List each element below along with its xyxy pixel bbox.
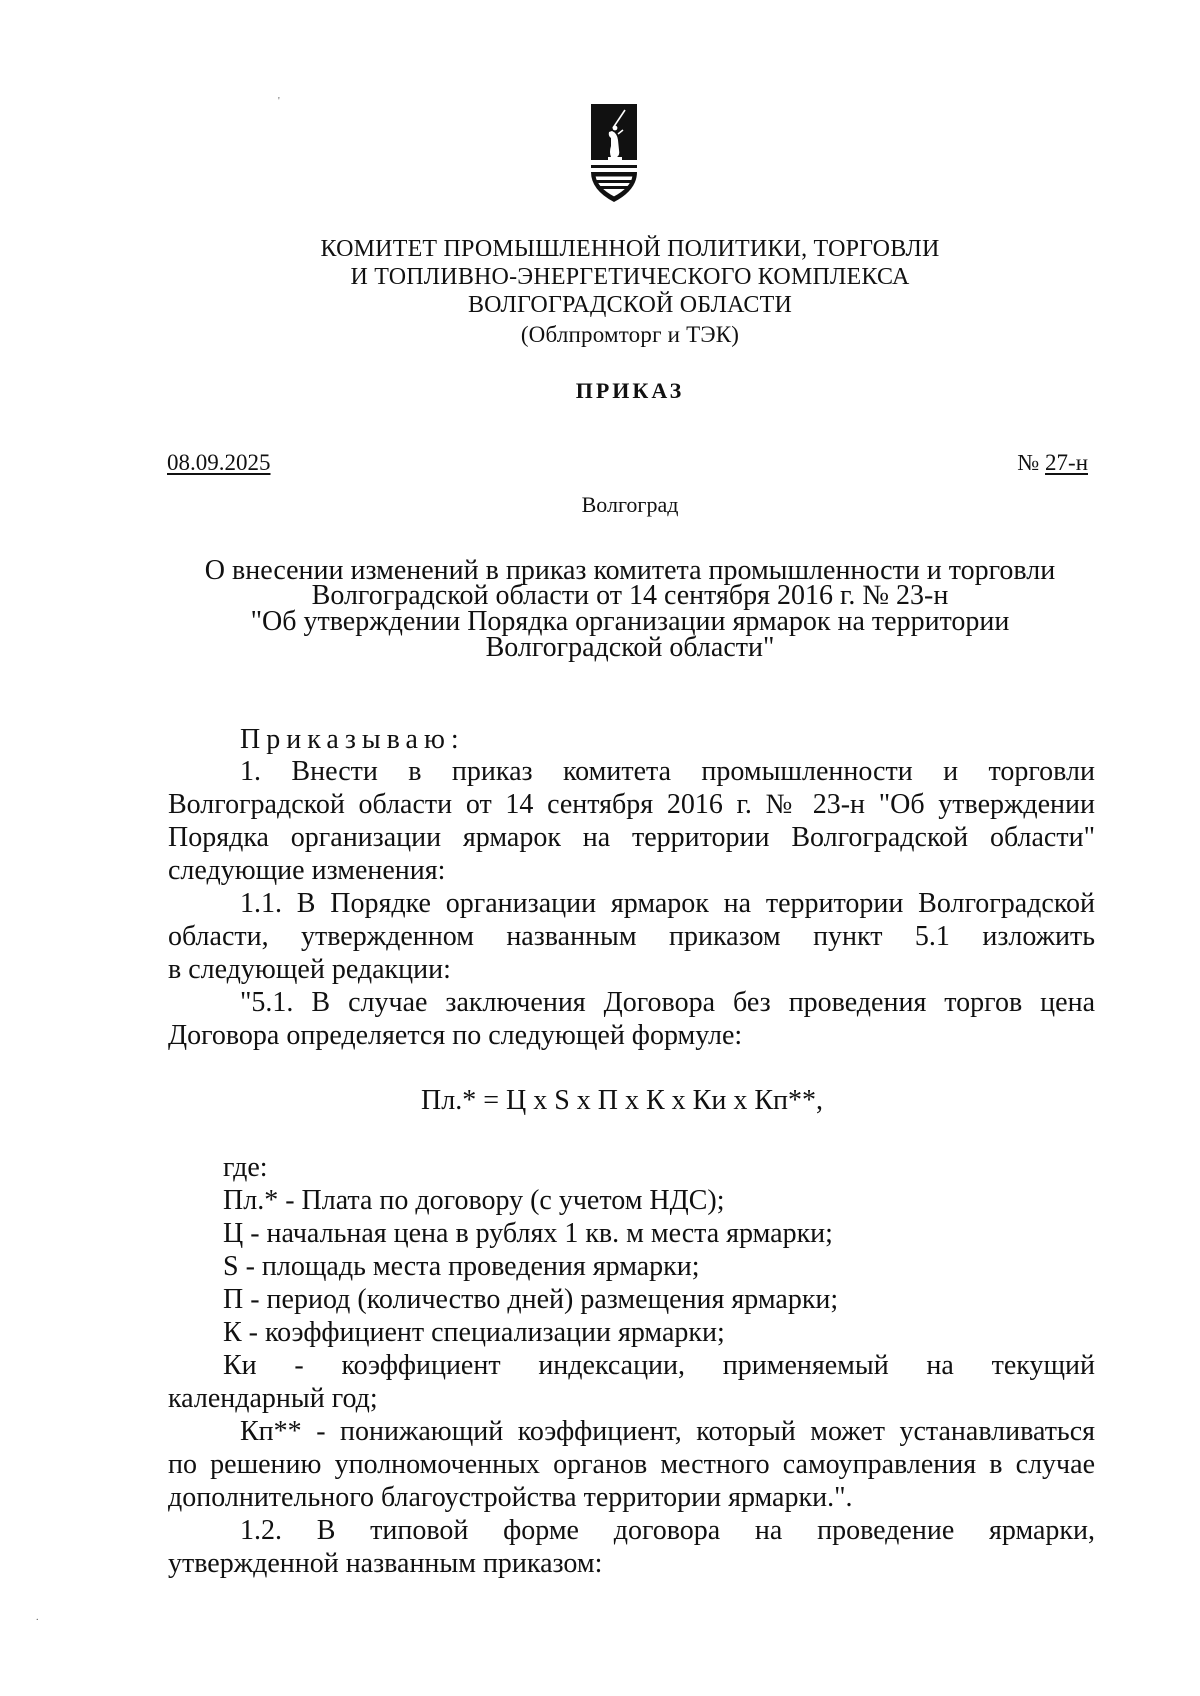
where-label: где: [223,1152,268,1183]
document-body [168,0,1095,1696]
paragraph-1-1-line-1: 1.1. В Порядке организации ярмарок на территории Волгоградской [240,888,1095,919]
title-line-3: "Об утверждении Порядка организации ярмарок на территории [250,606,1010,637]
definition-ki-line-2: календарный год; [168,1383,378,1414]
definition-c: Ц - начальная цена в рублях 1 кв. м места ярмарки; [223,1218,833,1249]
order-date: 08.09.2025 [167,450,271,475]
paragraph-5-1-line-2: Договора определяется по следующей формуле: [168,1020,743,1051]
paragraph-1-1-line-3: в следующей редакции: [168,954,451,985]
order-number-value: 27-н [1045,450,1088,475]
price-formula: Пл.* = Ц х S х П х К х Ки х Кп**, [421,1085,823,1116]
org-name-line-1: КОМИТЕТ ПРОМЫШЛЕННОЙ ПОЛИТИКИ, ТОРГОВЛИ [320,236,940,262]
paragraph-1-line-3: Порядка организации ярмарок на территории Волгоградской области" [168,822,1095,853]
definition-pl: Пл.* - Плата по договору (с учетом НДС); [223,1185,725,1216]
paragraph-1-line-2: Волгоградской области от 14 сентября 2016 г. № 23-н "Об утверждении [168,789,1095,820]
scan-speck: . [36,1612,39,1623]
org-short-name: (Облпромторг и ТЭК) [520,322,740,347]
title-line-2: Волгоградской области от 14 сентября 2016 г. № 23-н [311,580,949,611]
paragraph-1-line-4: следующие изменения: [168,855,446,886]
paragraph-1-2-line-2: утвержденной названным приказом: [168,1548,603,1579]
order-number-prefix: № [1017,450,1046,475]
title-line-4: Волгоградской области" [485,632,775,663]
paragraph-1-2-line-1: 1.2. В типовой форме договора на проведение ярмарки, [240,1515,1095,1546]
definition-s: S - площадь места проведения ярмарки; [223,1251,700,1282]
paragraph-1-1-line-2: области, утвержденном названным приказом пункт 5.1 изложить [168,921,1095,952]
definition-kp-line-2: по решению уполномоченных органов местного самоуправления в случае [168,1449,1095,1480]
definition-k: К - коэффициент специализации ярмарки; [223,1317,725,1348]
title-line-1: О внесении изменений в приказ комитета промышленности и торговли [204,555,1056,586]
scan-speck: ' [278,96,280,107]
order-word: Приказываю: [240,724,465,755]
org-name-line-2: И ТОПЛИВНО-ЭНЕРГЕТИЧЕСКОГО КОМПЛЕКСА [350,264,910,290]
paragraph-1-line-1: 1. Внести в приказ комитета промышленности и торговли [240,756,1095,787]
definition-kp-line-3: дополнительного благоустройства территории ярмарки.". [168,1482,853,1513]
definition-kp-line-1: Кп** - понижающий коэффициент, который может устанавливаться [240,1416,1095,1447]
definition-ki-line-1: Ки - коэффициент индексации, применяемый на текущий [223,1350,1095,1381]
definition-p: П - период (количество дней) размещения ярмарки; [223,1284,839,1315]
document-type: ПРИКАЗ [575,378,685,403]
city: Волгоград [581,492,679,517]
paragraph-5-1-line-1: "5.1. В случае заключения Договора без проведения торгов цена [240,987,1095,1018]
org-name-line-3: ВОЛГОГРАДСКОЙ ОБЛАСТИ [467,292,793,318]
